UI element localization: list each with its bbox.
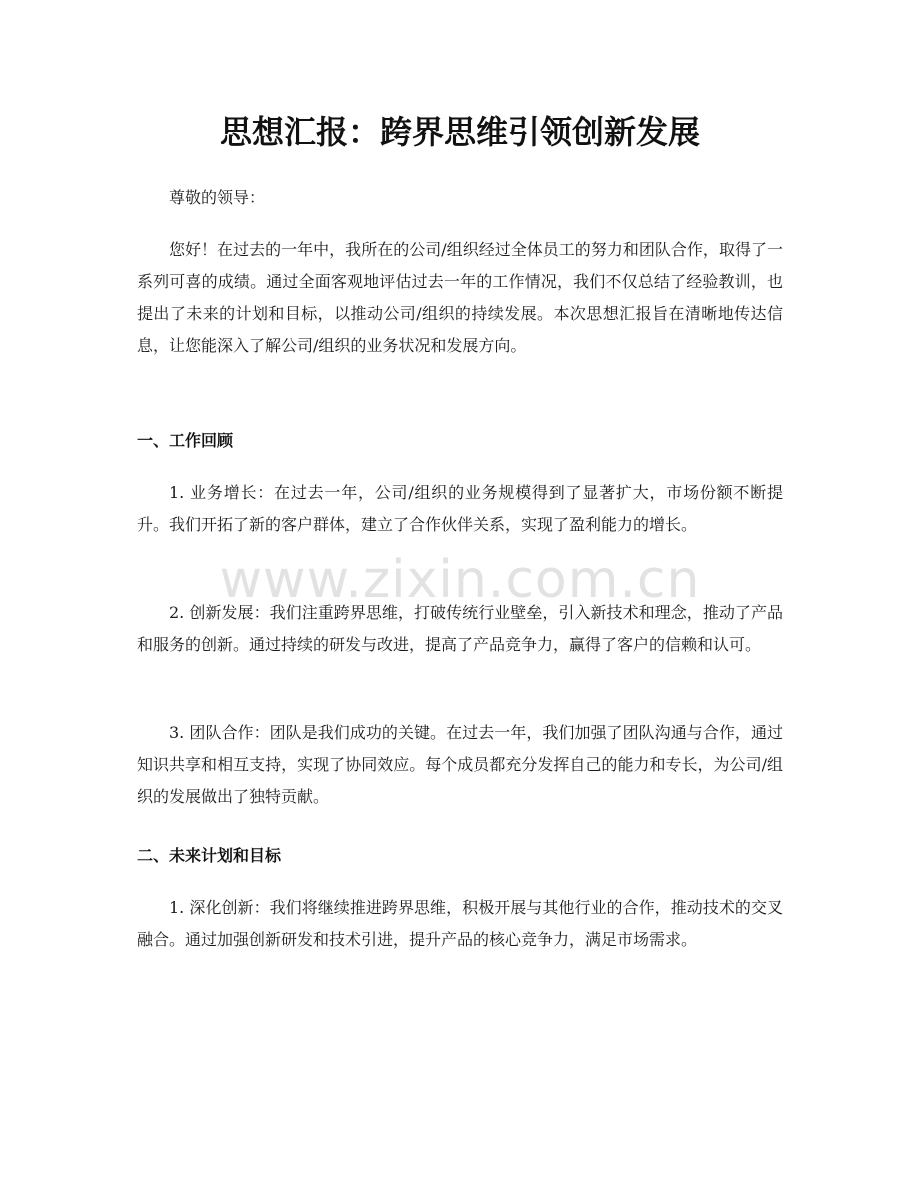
watermark: www.zixin.com.cn xyxy=(219,550,701,610)
document-title: 思想汇报：跨界思维引领创新发展 xyxy=(219,113,700,151)
salutation: 尊敬的领导： xyxy=(169,188,266,207)
work-review-item-3: 3. 团队合作：团队是我们成功的关键。在过去一年，我们加强了团队沟通与合作，通过知识共享和相互支持，实现了协同效应。每个成员都充分发挥自己的能力和专长，为公司/组织的发展做出了独特贡献。 xyxy=(137,723,783,806)
future-plans-item-1: 1. 深化创新：我们将继续推进跨界思维，积极开展与其他行业的合作，推动技术的交叉融合。通过加强创新研发和技术引进，提升产品的核心竞争力，满足市场需求。 xyxy=(137,898,783,949)
work-review-item-2: 2. 创新发展：我们注重跨界思维，打破传统行业壁垒，引入新技术和理念，推动了产品和服务的创新。通过持续的研发与改进，提高了产品竞争力，赢得了客户的信赖和认可。 xyxy=(137,603,783,654)
work-review-item-1: 1. 业务增长：在过去一年，公司/组织的业务规模得到了显著扩大，市场份额不断提升。我们开拓了新的客户群体，建立了合作伙伴关系，实现了盈利能力的增长。 xyxy=(137,483,783,534)
intro-paragraph: 您好！在过去的一年中，我所在的公司/组织经过全体员工的努力和团队合作，取得了一系列可喜的成绩。通过全面客观地评估过去一年的工作情况，我们不仅总结了经验教训，也提出了未来的计划和目标，以推动公司/组织的持续发展。本次思想汇报旨在清晰地传达信息，让您能深入了解公司/组织的业务状况和发展方向。 xyxy=(137,240,783,355)
section-heading-future-plans: 二、未来计划和目标 xyxy=(137,846,282,865)
section-heading-work-review: 一、工作回顾 xyxy=(137,431,234,450)
